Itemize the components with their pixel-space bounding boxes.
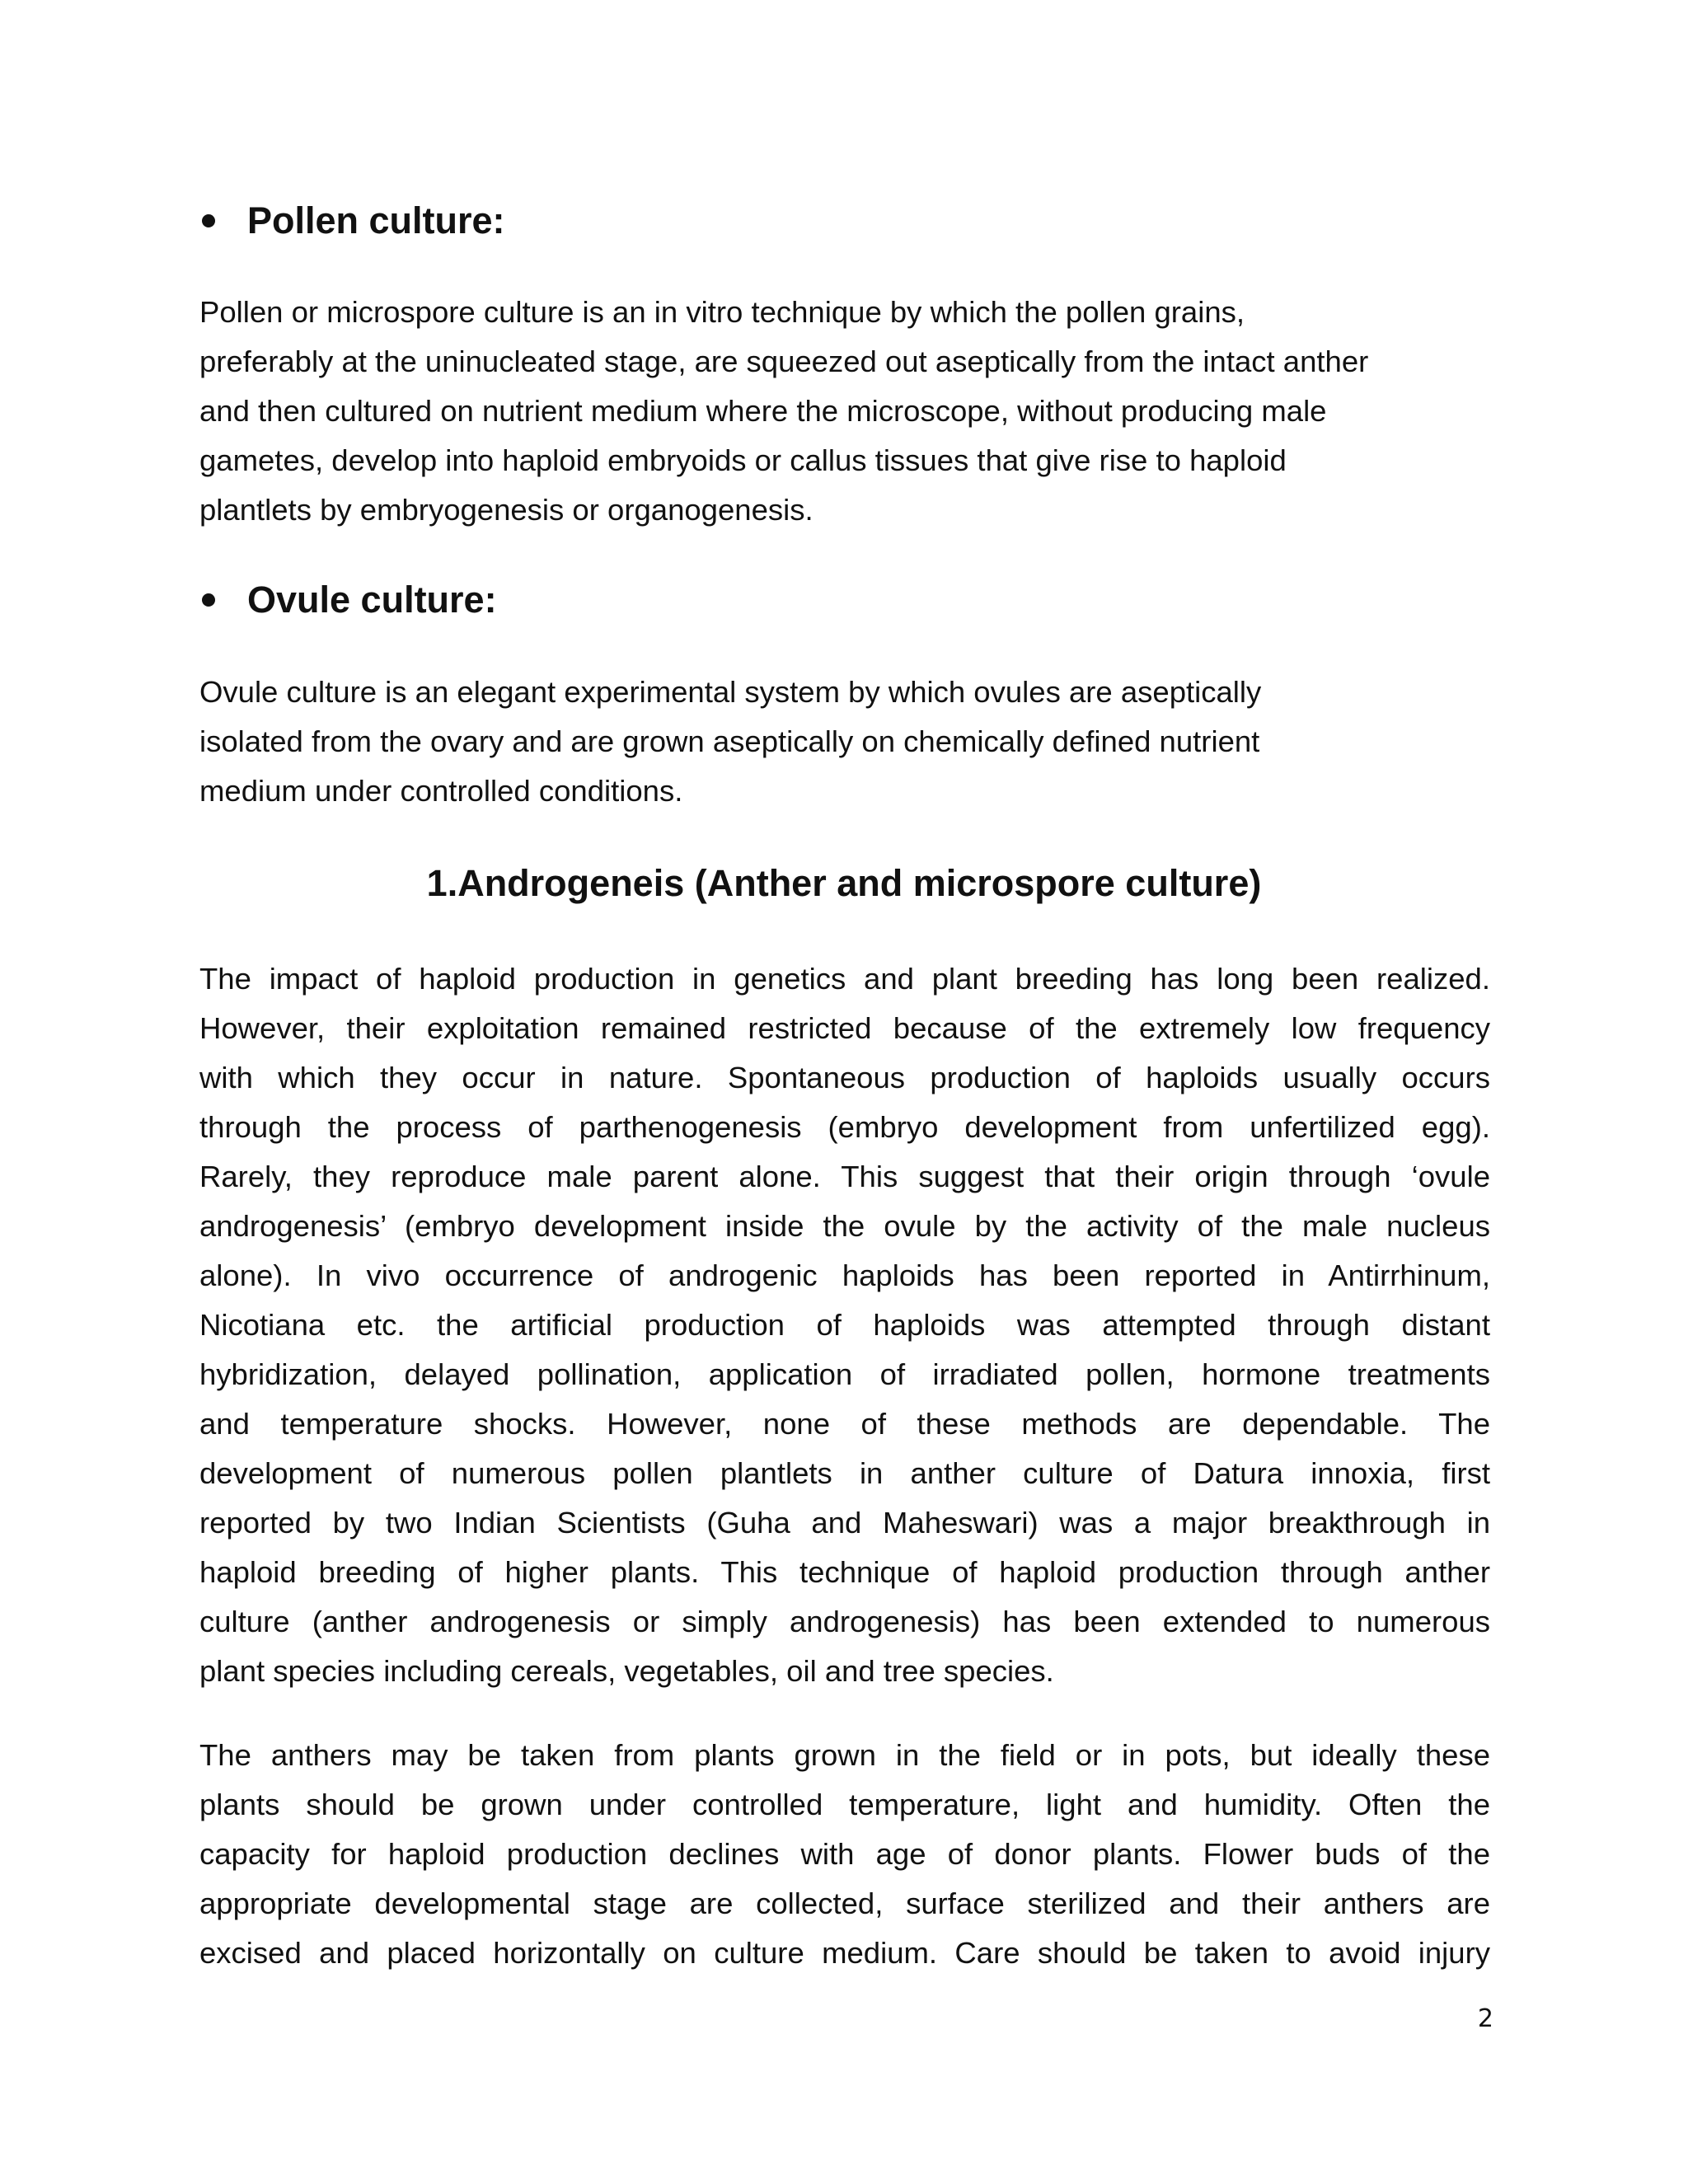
androgenesis-paragraph-2 xyxy=(199,1731,1490,1978)
paragraph-line: plants should be grown under controlled temperature, light and humidity. Often the xyxy=(199,1788,1490,1821)
paragraph-line: medium under controlled conditions. xyxy=(199,774,683,808)
paragraph-line: culture (anther androgenesis or simply androgenesis) has been extended to numerous xyxy=(199,1605,1490,1638)
paragraph-line: Nicotiana etc. the artificial production of haploids was attempted through distant xyxy=(199,1308,1490,1342)
paragraph-line: Pollen or microspore culture is an in vitro technique by which the pollen grains, xyxy=(199,295,1245,329)
paragraph-line: preferably at the uninucleated stage, are squeezed out aseptically from the intact anther xyxy=(199,344,1369,378)
paragraph-line: plant species including cereals, vegetables, oil and tree species. xyxy=(199,1654,1054,1688)
paragraph-line: through the process of parthenogenesis (embryo development from unfertilized egg). xyxy=(199,1110,1490,1144)
paragraph-line: gametes, develop into haploid embryoids or callus tissues that give rise to haploid xyxy=(199,443,1287,477)
page-number: 2 xyxy=(1477,2004,1493,2033)
pollen-culture-heading xyxy=(247,196,505,246)
ovule-culture-heading-text: Ovule culture: xyxy=(247,579,497,621)
bullet-icon xyxy=(202,214,215,227)
paragraph-line: isolated from the ovary and are grown aseptically on chemically defined nutrient xyxy=(199,724,1260,758)
paragraph-line: with which they occur in nature. Spontaneous production of haploids usually occurs xyxy=(199,1061,1490,1094)
paragraph-line: development of numerous pollen plantlets in anther culture of Datura innoxia, first xyxy=(199,1456,1490,1490)
androgenesis-paragraph-1 xyxy=(199,954,1490,1696)
paragraph-line: reported by two Indian Scientists (Guha and Maheswari) was a major breakthrough in xyxy=(199,1506,1490,1540)
pollen-culture-heading-text: Pollen culture: xyxy=(247,199,505,241)
paragraph-line: The impact of haploid production in genetics and plant breeding has long been realized. xyxy=(199,962,1490,996)
paragraph-line: appropriate developmental stage are collected, surface sterilized and their anthers are xyxy=(199,1886,1490,1920)
paragraph-line: excised and placed horizontally on culture medium. Care should be taken to avoid injury xyxy=(199,1936,1490,1970)
ovule-culture-heading xyxy=(247,575,497,625)
paragraph-line: capacity for haploid production declines with age of donor plants. Flower buds of the xyxy=(199,1837,1490,1871)
paragraph-line: alone). In vivo occurrence of androgenic haploids has been reported in Antirrhinum, xyxy=(199,1258,1490,1292)
pollen-culture-paragraph xyxy=(199,288,1518,535)
paragraph-line: Ovule culture is an elegant experimental system by which ovules are aseptically xyxy=(199,675,1262,709)
paragraph-line: androgenesis’ (embryo development inside the ovule by the activity of the male nucleus xyxy=(199,1209,1490,1243)
paragraph-line: The anthers may be taken from plants grown in the field or in pots, but ideally these xyxy=(199,1738,1490,1772)
ovule-culture-paragraph xyxy=(199,668,1518,816)
bullet-icon xyxy=(202,593,215,607)
paragraph-line: and then cultured on nutrient medium where the microscope, without producing male xyxy=(199,394,1327,428)
paragraph-line: Rarely, they reproduce male parent alone. This suggest that their origin through ‘ovule xyxy=(199,1160,1490,1193)
paragraph-line: and temperature shocks. However, none of these methods are dependable. The xyxy=(199,1407,1490,1441)
androgenesis-heading: 1.Androgeneis (Anther and microspore culture) xyxy=(426,862,1262,904)
paragraph-line: haploid breeding of higher plants. This technique of haploid production through anther xyxy=(199,1555,1490,1589)
paragraph-line: However, their exploitation remained restricted because of the extremely low frequency xyxy=(199,1011,1490,1045)
paragraph-line: plantlets by embryogenesis or organogenesis. xyxy=(199,493,814,527)
paragraph-line: hybridization, delayed pollination, application of irradiated pollen, hormone treatments xyxy=(199,1357,1490,1391)
